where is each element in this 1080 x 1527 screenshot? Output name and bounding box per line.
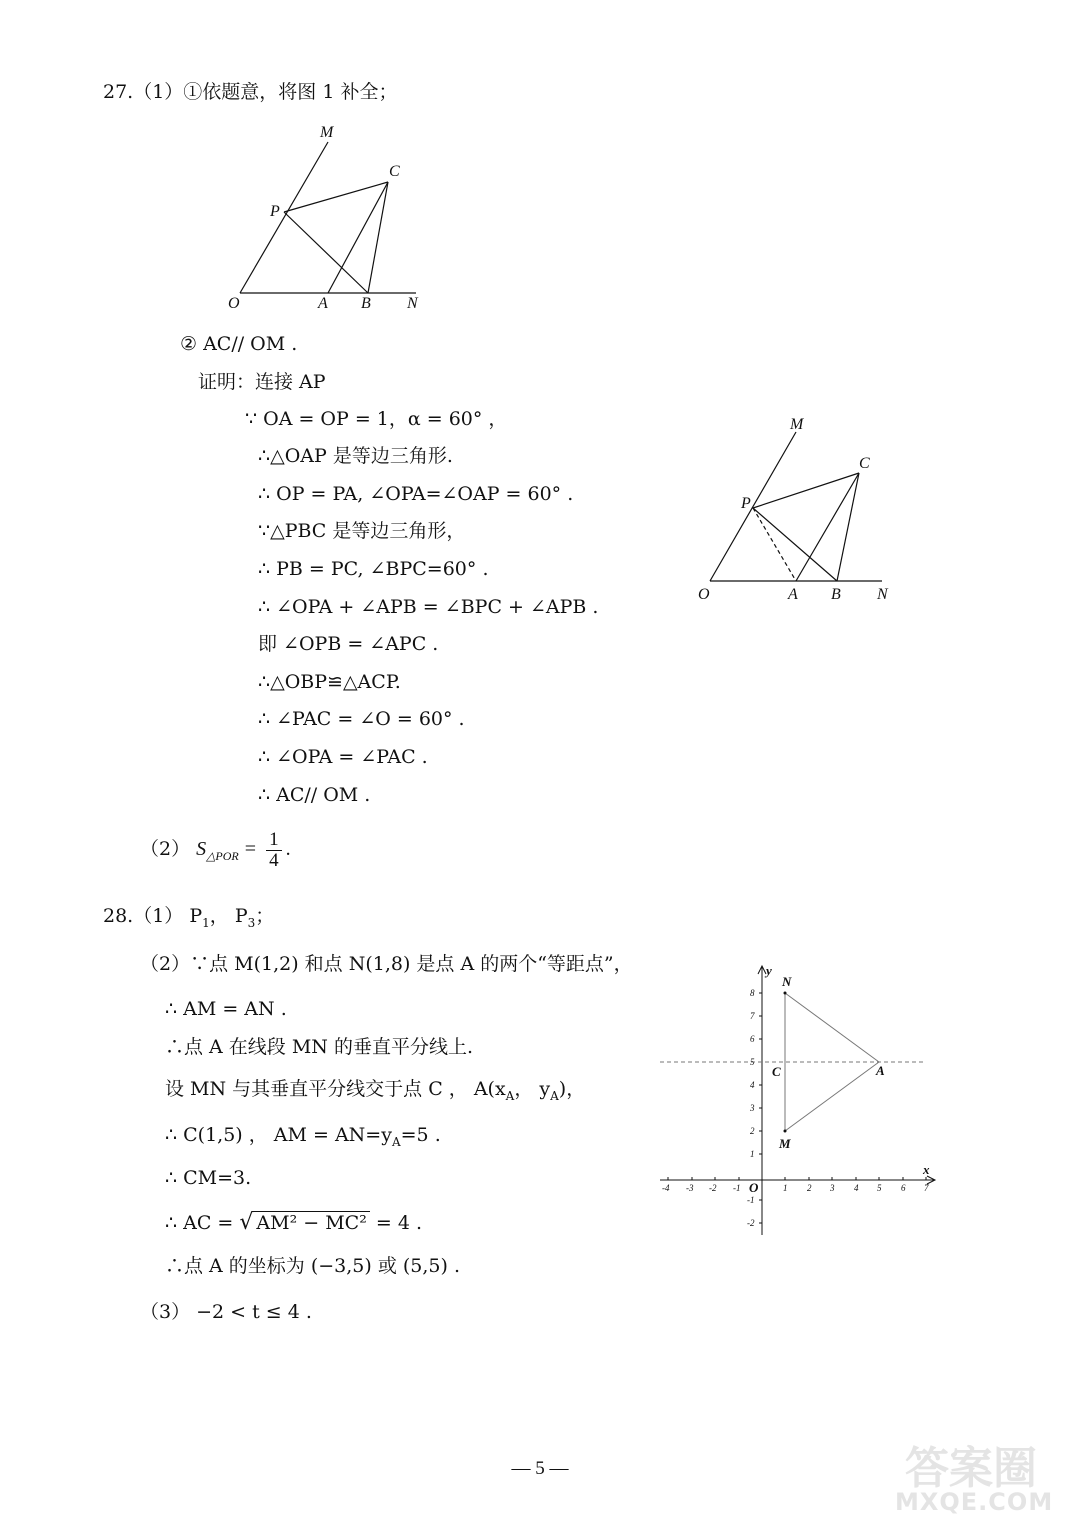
page-number: — 5 — xyxy=(511,1458,569,1479)
q28-step xyxy=(165,1077,585,1108)
fig1-label-a: A xyxy=(318,295,328,312)
l3-text: 设 MN 与其垂直平分线交于点 C ， A(x xyxy=(165,1078,506,1100)
q28-step: ∴点 A 在线段 MN 的垂直平分线上. xyxy=(165,1036,473,1058)
q27-header: 27.（1）①依题意，将图 1 补全； xyxy=(103,81,398,103)
point-label-n: N xyxy=(782,974,792,989)
watermark-logo: 答案圈 xyxy=(905,1443,1037,1494)
p1-subscript: 1 xyxy=(202,915,210,930)
l6-radicand: AM² − MC² xyxy=(253,1211,369,1234)
figure-1 xyxy=(200,115,440,315)
x-tick-label: 1 xyxy=(783,1183,788,1193)
proof-step: ∴△OAP 是等边三角形. xyxy=(258,445,453,467)
fig1-label-p: P xyxy=(270,203,280,220)
sqrt-sign: √ xyxy=(239,1210,254,1235)
proof-step: ∴△OBP≌△ACP. xyxy=(258,671,401,693)
fig2-label-o: O xyxy=(698,586,710,603)
q27-part2-title: ② AC// OM . xyxy=(180,333,298,355)
x-tick-label: 3 xyxy=(830,1183,835,1193)
q28-part1-text: 28.（1） P xyxy=(103,905,203,927)
x-tick-label: -1 xyxy=(733,1183,741,1193)
p-separator: ， P xyxy=(209,905,248,927)
l6-end: = 4 . xyxy=(369,1212,422,1234)
y-tick-label: 3 xyxy=(750,1103,755,1113)
x-tick-label: -2 xyxy=(709,1183,717,1193)
point-label-a: A xyxy=(876,1063,885,1078)
fig2-label-a: A xyxy=(788,586,798,603)
q27-proof-intro: 证明：连接 AP xyxy=(198,371,326,393)
fig1-label-b: B xyxy=(361,295,371,312)
fig2-label-c: C xyxy=(859,455,870,472)
l3-sub-b: A xyxy=(550,1088,559,1103)
proof-step: ∵△PBC 是等边三角形， xyxy=(258,520,466,542)
fraction-numerator: 1 xyxy=(266,830,282,851)
l6-pre: ∴ AC = xyxy=(165,1212,240,1234)
l4-sub: A xyxy=(391,1134,401,1149)
l4-text: ∴ C(1,5) ， AM = AN=y xyxy=(165,1124,392,1146)
y-tick-label: -2 xyxy=(747,1218,755,1228)
x-tick-label: 4 xyxy=(854,1183,859,1193)
x-tick-label: -3 xyxy=(686,1183,694,1193)
y-tick-label: 8 xyxy=(750,988,755,998)
proof-step: 即 ∠OPB = ∠APC . xyxy=(258,633,439,655)
q28-part1 xyxy=(103,904,274,935)
figure-2 xyxy=(690,410,910,610)
fig2-label-n: N xyxy=(877,586,888,603)
y-tick-label: 1 xyxy=(750,1149,755,1159)
figure-3-coordinate-plane xyxy=(655,960,945,1240)
x-tick-label: 7 xyxy=(924,1183,929,1193)
y-tick-label: 6 xyxy=(750,1034,755,1044)
area-fraction xyxy=(266,830,282,871)
p-end: ； xyxy=(255,905,275,927)
origin-label: O xyxy=(749,1180,759,1195)
q28-step xyxy=(165,1211,422,1235)
fig1-label-n: N xyxy=(407,295,418,312)
y-tick-label: 5 xyxy=(750,1057,755,1067)
proof-step: ∴ ∠OPA = ∠PAC . xyxy=(258,746,428,768)
q27-part2-area xyxy=(140,824,291,874)
q28-step xyxy=(165,1123,441,1154)
proof-step: ∴ ∠OPA + ∠APB = ∠BPC + ∠APB . xyxy=(258,596,599,618)
proof-step: ∴ AC// OM . xyxy=(258,784,371,806)
fig1-label-m: M xyxy=(320,124,334,141)
y-tick-label: 4 xyxy=(750,1080,755,1090)
area-equals: = xyxy=(244,838,257,860)
x-tick-label: 6 xyxy=(901,1183,906,1193)
fig1-label-c: C xyxy=(389,163,400,180)
area-period: . xyxy=(285,838,291,860)
y-tick-label: -1 xyxy=(747,1195,755,1205)
area-subscript: △POR xyxy=(206,848,239,863)
x-tick-label: 2 xyxy=(807,1183,812,1193)
q28-step: ∴ CM=3. xyxy=(165,1167,252,1189)
x-tick-label: -4 xyxy=(662,1183,670,1193)
q28-part3: （3） −2 < t ≤ 4 . xyxy=(140,1301,312,1323)
axis-label-x: x xyxy=(923,1162,930,1177)
q28-part2-statement: （2）∵点 M(1,2) 和点 N(1,8) 是点 A 的两个“等距点”， xyxy=(140,953,633,975)
p3-subscript: 3 xyxy=(247,915,256,930)
area-symbol: S xyxy=(196,838,207,860)
proof-step: ∴ PB = PC, ∠BPC=60° . xyxy=(258,558,489,580)
fig2-label-p: P xyxy=(741,495,751,512)
point-label-m: M xyxy=(779,1136,791,1151)
axis-label-y: y xyxy=(766,963,772,978)
fig2-label-b: B xyxy=(831,586,841,603)
part-label: （2） xyxy=(140,838,191,860)
fig2-label-m: M xyxy=(790,416,804,433)
proof-step: ∴ OP = PA, ∠OPA=∠OAP = 60° . xyxy=(258,483,574,505)
l3-sub-a: A xyxy=(505,1088,515,1103)
x-tick-label: 5 xyxy=(877,1183,882,1193)
fraction-denominator: 4 xyxy=(269,849,279,871)
l3-mid: ， y xyxy=(514,1078,551,1100)
y-tick-label: 7 xyxy=(750,1011,755,1021)
fig1-label-o: O xyxy=(228,295,240,312)
point-label-c: C xyxy=(772,1064,781,1079)
proof-step: ∵ OA = OP = 1，α = 60° ， xyxy=(245,408,508,430)
l3-end: )， xyxy=(558,1078,586,1100)
proof-step: ∴ ∠PAC = ∠O = 60° . xyxy=(258,708,465,730)
q28-step: ∴点 A 的坐标为 (−3,5) 或 (5,5) . xyxy=(165,1255,461,1277)
watermark-url: MXQE.COM xyxy=(895,1488,1054,1516)
y-tick-label: 2 xyxy=(750,1126,755,1136)
q28-step: ∴ AM = AN . xyxy=(165,998,287,1020)
l4-end: =5 . xyxy=(400,1124,441,1146)
